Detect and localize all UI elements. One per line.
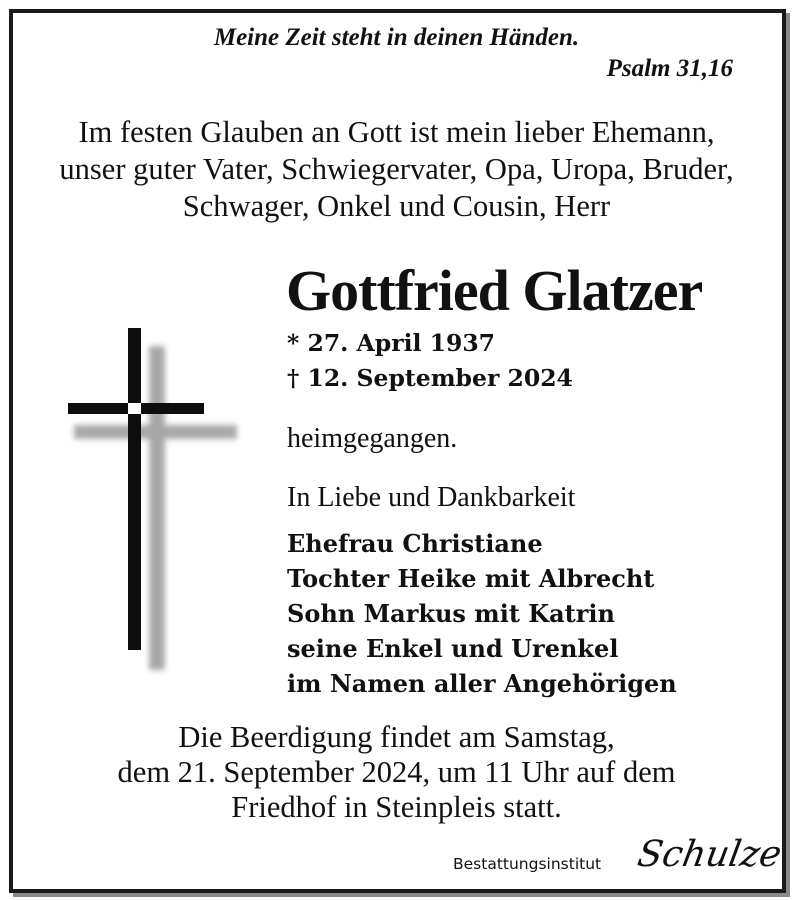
mourner-list (287, 526, 677, 701)
undertaker-label: Bestattungsinstitut (453, 855, 602, 873)
undertaker-logo: Schulze (634, 834, 785, 875)
funeral-notice (0, 720, 793, 825)
cross-shadow (74, 346, 237, 670)
funeral-line: Friedhof in Steinpleis statt. (231, 790, 562, 824)
funeral-line: dem 21. September 2024, um 11 Uhr auf dem (117, 755, 676, 789)
death-date: † 12. September 2024 (287, 364, 573, 392)
mourner-line: seine Enkel und Urenkel (287, 634, 619, 663)
cross-body (68, 328, 204, 650)
mourner-line: im Namen aller Angehörigen (287, 669, 677, 698)
intro-line: Schwager, Onkel und Cousin, Herr (182, 189, 611, 223)
motto-reference: Psalm 31,16 (606, 55, 733, 82)
funeral-line: Die Beerdigung findet am Samstag, (178, 720, 615, 754)
intro-line: unser guter Vater, Schwiegervater, Opa, Uropa, Bruder, (59, 152, 734, 186)
mourner-line: Tochter Heike mit Albrecht (287, 564, 655, 593)
life-dates (287, 326, 573, 396)
birth-date: * 27. April 1937 (287, 329, 496, 357)
cross-center (128, 403, 141, 414)
intro-text (0, 114, 793, 225)
signoff: In Liebe und Dankbarkeit (287, 482, 576, 513)
passing-status: heimgegangen. (287, 423, 458, 454)
intro-line: Im festen Glauben an Gott ist mein lieber Ehemann, (78, 115, 715, 149)
mourner-line: Sohn Markus mit Katrin (287, 599, 615, 628)
cross-icon (60, 320, 250, 680)
mourner-line: Ehefrau Christiane (287, 529, 543, 558)
motto-quote: Meine Zeit steht in deinen Händen. (213, 24, 580, 51)
deceased-name: Gottfried Glatzer (286, 258, 703, 323)
